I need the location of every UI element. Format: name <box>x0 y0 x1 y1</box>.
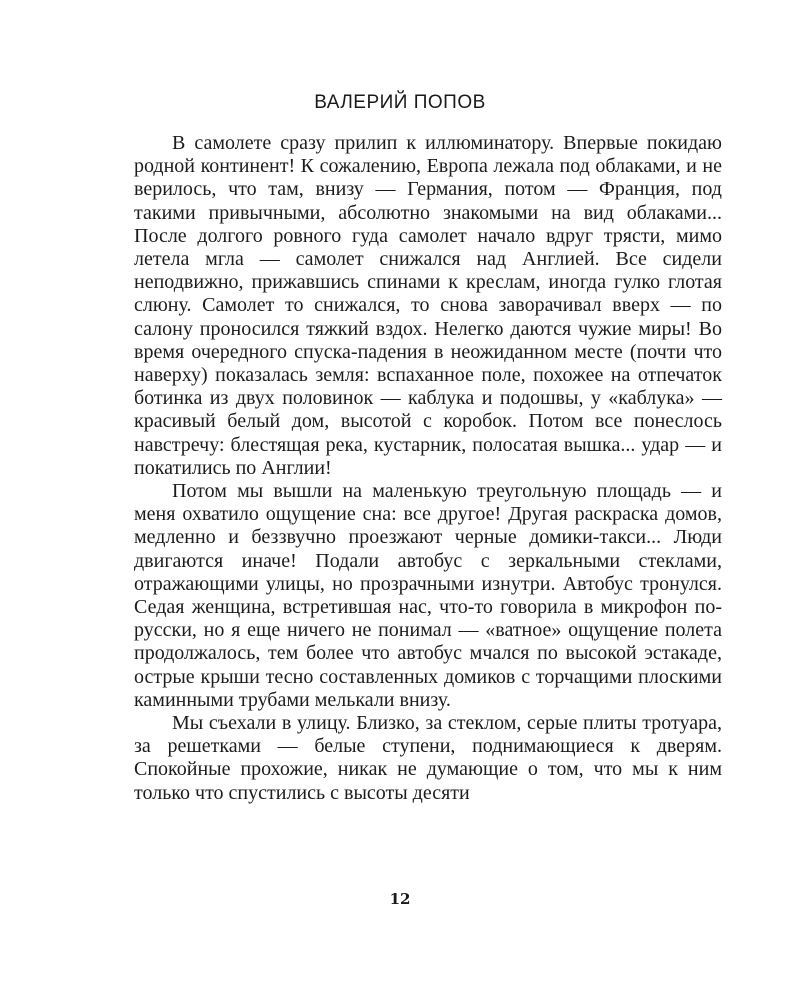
page-number: 12 <box>389 890 411 908</box>
paragraph: В самолете сразу прилип к иллюминатору. Впервые покидаю родной континент! К сожалению, Европа лежала под облаками, и не верилось, что там, внизу — Германия, потом — Франция, под такими привычными, абсолютно знакомыми на вид облаками... После долгого ровного гуда самолет начало вдруг трясти, мимо летела мгла — самолет снижался над Англией. Все сидели неподвижно, прижавшись спинами к креслам, иногда гулко глотая слюну. Самолет то снижался, то снова заворачивал вверх — по салону проносился тяжкий вздох. Нелегко даются чужие миры! Во время очередного спуска-падения в неожиданном месте (почти что наверху) показалась земля: вспаханное поле, похожее на отпечаток ботинка из двух половинок — каблука и подошвы, у «каблука» — красивый белый дом, высотой с коробок. Потом все понеслось навстречу: блестящая река, кустарник, полосатая вышка... удар — и покатились по Англии! <box>134 132 722 479</box>
body-text <box>134 132 722 805</box>
paragraph: Мы съехали в улицу. Близко, за стеклом, серые плиты тротуара, за решетками — белые ступени, поднимающиеся к дверям. Спокойные прохожие, никак не думающие о том, что мы к ним только что спустились с высоты десяти <box>134 712 722 804</box>
running-head-author: ВАЛЕРИЙ ПОПОВ <box>314 92 486 113</box>
paragraph: Потом мы вышли на маленькую треугольную площадь — и меня охватило ощущение сна: все другое! Другая раскраска домов, медленно и беззвучно проезжают черные домики-такси... Люди двигаются иначе! Подали автобус с зеркальными стеклами, отражающими улицы, но прозрачными изнутри. Автобус тронулся. Седая женщина, встретившая нас, что-то говорила в микрофон по-русски, но я еще ничего не понимал — «ватное» ощущение полета продолжалось, тем более что автобус мчался по высокой эстакаде, острые крыши тесно составленных домиков с торчащими плоскими каминными трубами мелькали внизу. <box>134 480 722 711</box>
